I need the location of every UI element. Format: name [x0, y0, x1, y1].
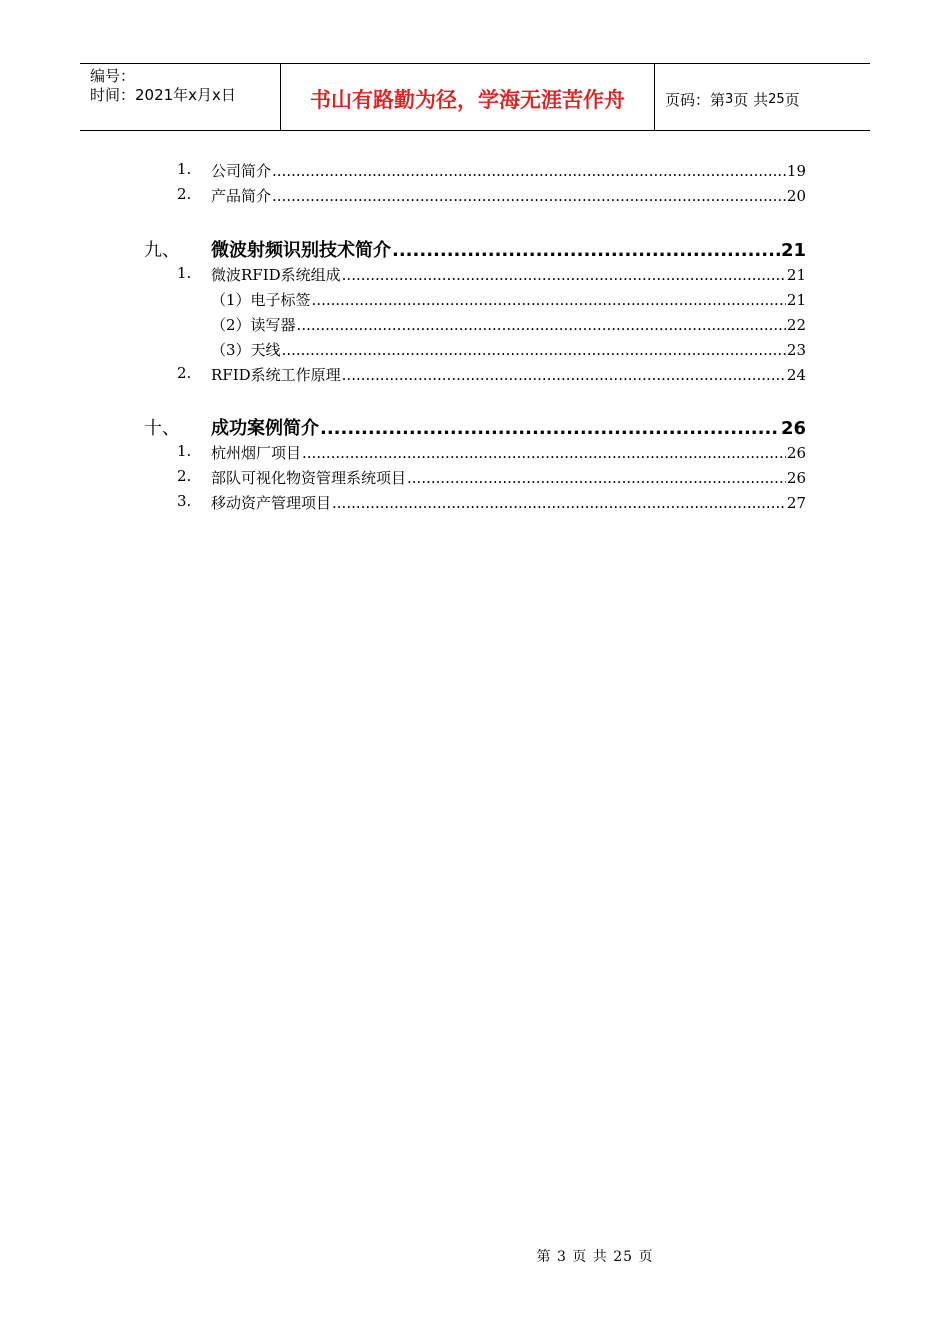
header-page-info [655, 64, 870, 130]
toc-entry-number: 2. [177, 467, 192, 485]
toc-entry-number: 九、 [144, 240, 180, 261]
toc-entry-number: 1. [177, 264, 192, 282]
toc-entry-title: 杭州烟厂项目 [211, 444, 302, 462]
toc-entry-title: （2）读写器 [211, 316, 296, 334]
toc-entry-page: 20 [786, 187, 806, 205]
toc-chapter-entry[interactable] [144, 236, 806, 262]
toc-dot-leader [282, 341, 786, 359]
toc-section-entry[interactable] [177, 492, 806, 513]
toc-entry-page: 21 [786, 266, 806, 284]
toc-entry-page: 23 [786, 341, 806, 359]
toc-entry-title: 微波射频识别技术简介 [211, 240, 391, 261]
toc-dot-leader [320, 418, 780, 439]
toc-chapter-entry[interactable] [144, 414, 806, 440]
toc-section-entry[interactable] [177, 364, 806, 385]
toc-entry-number: 1. [177, 160, 192, 178]
toc-dot-leader [407, 469, 786, 487]
toc-entry-page: 26 [786, 469, 806, 487]
toc-entry-page: 24 [786, 366, 806, 384]
toc-dot-leader [302, 444, 786, 462]
toc-entry-page: 22 [786, 316, 806, 334]
toc-entry-title: RFID系统工作原理 [211, 366, 341, 384]
toc-entry-page: 26 [786, 444, 806, 462]
toc-entry-page: 27 [786, 494, 806, 512]
toc-entry-page: 21 [786, 291, 806, 309]
toc-entry-title: 产品简介 [211, 187, 272, 205]
toc-dot-leader [272, 187, 786, 205]
toc-entry-page: 26 [780, 418, 806, 439]
toc-entry-title: 微波RFID系统组成 [211, 266, 341, 284]
page-total: 25 [768, 91, 785, 107]
toc-entry-title: 移动资产管理项目 [211, 494, 332, 512]
page-current: 3 [725, 91, 734, 107]
page-suffix: 页 [784, 90, 800, 109]
toc-section-entry[interactable] [177, 264, 806, 285]
toc-subsection-entry[interactable] [211, 289, 806, 310]
toc-dot-leader [312, 291, 786, 309]
toc-entry-title: 公司简介 [211, 162, 272, 180]
header-meta-cell [80, 64, 281, 130]
toc-section-entry[interactable] [177, 185, 806, 206]
time-label: 时间：2021年x月x日 [90, 86, 236, 104]
toc-entry-number: 2. [177, 185, 192, 203]
toc-entry-number: 3. [177, 492, 192, 510]
toc-entry-page: 21 [780, 240, 806, 261]
toc-entry-title: 部队可视化物资管理系统项目 [211, 469, 407, 487]
toc-dot-leader [272, 162, 786, 180]
page-header [80, 63, 870, 131]
page-mid: 页 共 [733, 90, 769, 109]
page-prefix: 页码：第 [665, 90, 726, 109]
toc-subsection-entry[interactable] [211, 339, 806, 360]
toc-entry-title: 成功案例简介 [211, 418, 319, 439]
toc-entry-number: 十、 [144, 418, 180, 439]
toc-entry-number: 2. [177, 364, 192, 382]
toc-subsection-entry[interactable] [211, 314, 806, 335]
page-footer: 第 3 页 共 25 页 [536, 1249, 654, 1265]
toc-entry-title: （3）天线 [211, 341, 281, 359]
toc-dot-leader [332, 494, 786, 512]
toc-entry-page: 19 [786, 162, 806, 180]
toc-section-entry[interactable] [177, 442, 806, 463]
toc-dot-leader [297, 316, 786, 334]
header-motto: 书山有路勤为径，学海无涯苦作舟 [281, 64, 655, 130]
toc-dot-leader [392, 240, 780, 261]
toc-section-entry[interactable] [177, 160, 806, 181]
toc-entry-number: 1. [177, 442, 192, 460]
serial-label: 编号： [90, 67, 136, 85]
toc-dot-leader [342, 366, 786, 384]
toc-dot-leader [342, 266, 786, 284]
toc-section-entry[interactable] [177, 467, 806, 488]
toc-entry-title: （1）电子标签 [211, 291, 311, 309]
